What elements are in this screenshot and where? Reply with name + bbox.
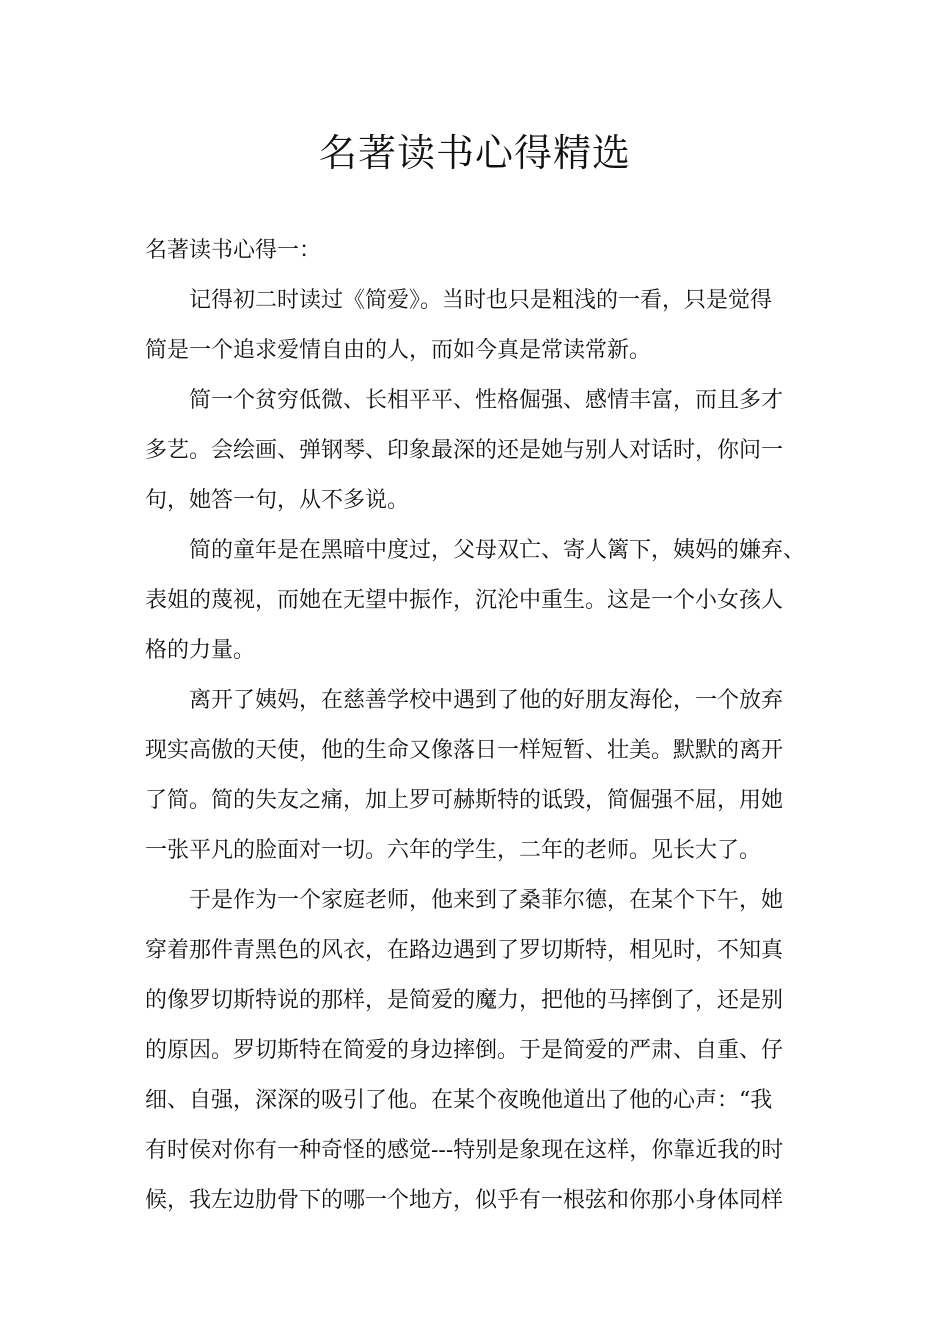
text-line: 的像罗切斯特说的那样，是简爱的魔力，把他的马摔倒了，还是别 bbox=[145, 988, 784, 1013]
text-line: 于是作为一个家庭老师，他来到了桑菲尔德，在某个下午，她 bbox=[145, 888, 784, 913]
text-line: 多艺。会绘画、弹钢琴、印象最深的还是她与别人对话时，你问一 bbox=[145, 438, 784, 463]
text-line: 的原因。罗切斯特在简爱的身边摔倒。于是简爱的严肃、自重、仔 bbox=[145, 1038, 784, 1063]
document-title: 名著读书心得精选 bbox=[318, 131, 631, 175]
text-line: 表姐的蔑视，而她在无望中振作，沉沦中重生。这是一个小女孩人 bbox=[145, 588, 784, 613]
text-line: 句，她答一句，从不多说。 bbox=[145, 488, 410, 513]
text-line: 简是一个追求爱情自由的人，而如今真是常读常新。 bbox=[145, 338, 652, 363]
text-line: 细、自强，深深的吸引了他。在某个夜晚他道出了他的心声：“我 bbox=[145, 1088, 773, 1113]
text-line: 简的童年是在黑暗中度过，父母双亡、寄人篱下，姨妈的嫌弃、 bbox=[145, 538, 806, 563]
text-line: 离开了姨妈，在慈善学校中遇到了他的好朋友海伦，一个放弃 bbox=[145, 688, 784, 713]
text-line: 名著读书心得一： bbox=[145, 238, 322, 263]
text-line: 记得初二时读过《简爱》。当时也只是粗浅的一看，只是觉得 bbox=[145, 288, 773, 313]
text-line: 有时侯对你有一种奇怪的感觉---特别是象现在这样，你靠近我的时 bbox=[145, 1138, 784, 1163]
text-line: 了简。简的失友之痛，加上罗可赫斯特的诋毁，简倔强不屈，用她 bbox=[145, 788, 784, 813]
text-line: 格的力量。 bbox=[145, 638, 256, 663]
text-line: 候，我左边肋骨下的哪一个地方，似乎有一根弦和你那小身体同样 bbox=[145, 1188, 784, 1213]
document-body bbox=[145, 226, 817, 1226]
text-line: 穿着那件青黑色的风衣，在路边遇到了罗切斯特，相见时，不知真 bbox=[145, 938, 784, 963]
text-line: 现实高傲的天使，他的生命又像落日一样短暂、壮美。默默的离开 bbox=[145, 738, 784, 763]
text-line: 简一个贫穷低微、长相平平、性格倔强、感情丰富，而且多才 bbox=[145, 388, 784, 413]
text-line: 一张平凡的脸面对一切。六年的学生，二年的老师。见长大了。 bbox=[145, 838, 762, 863]
